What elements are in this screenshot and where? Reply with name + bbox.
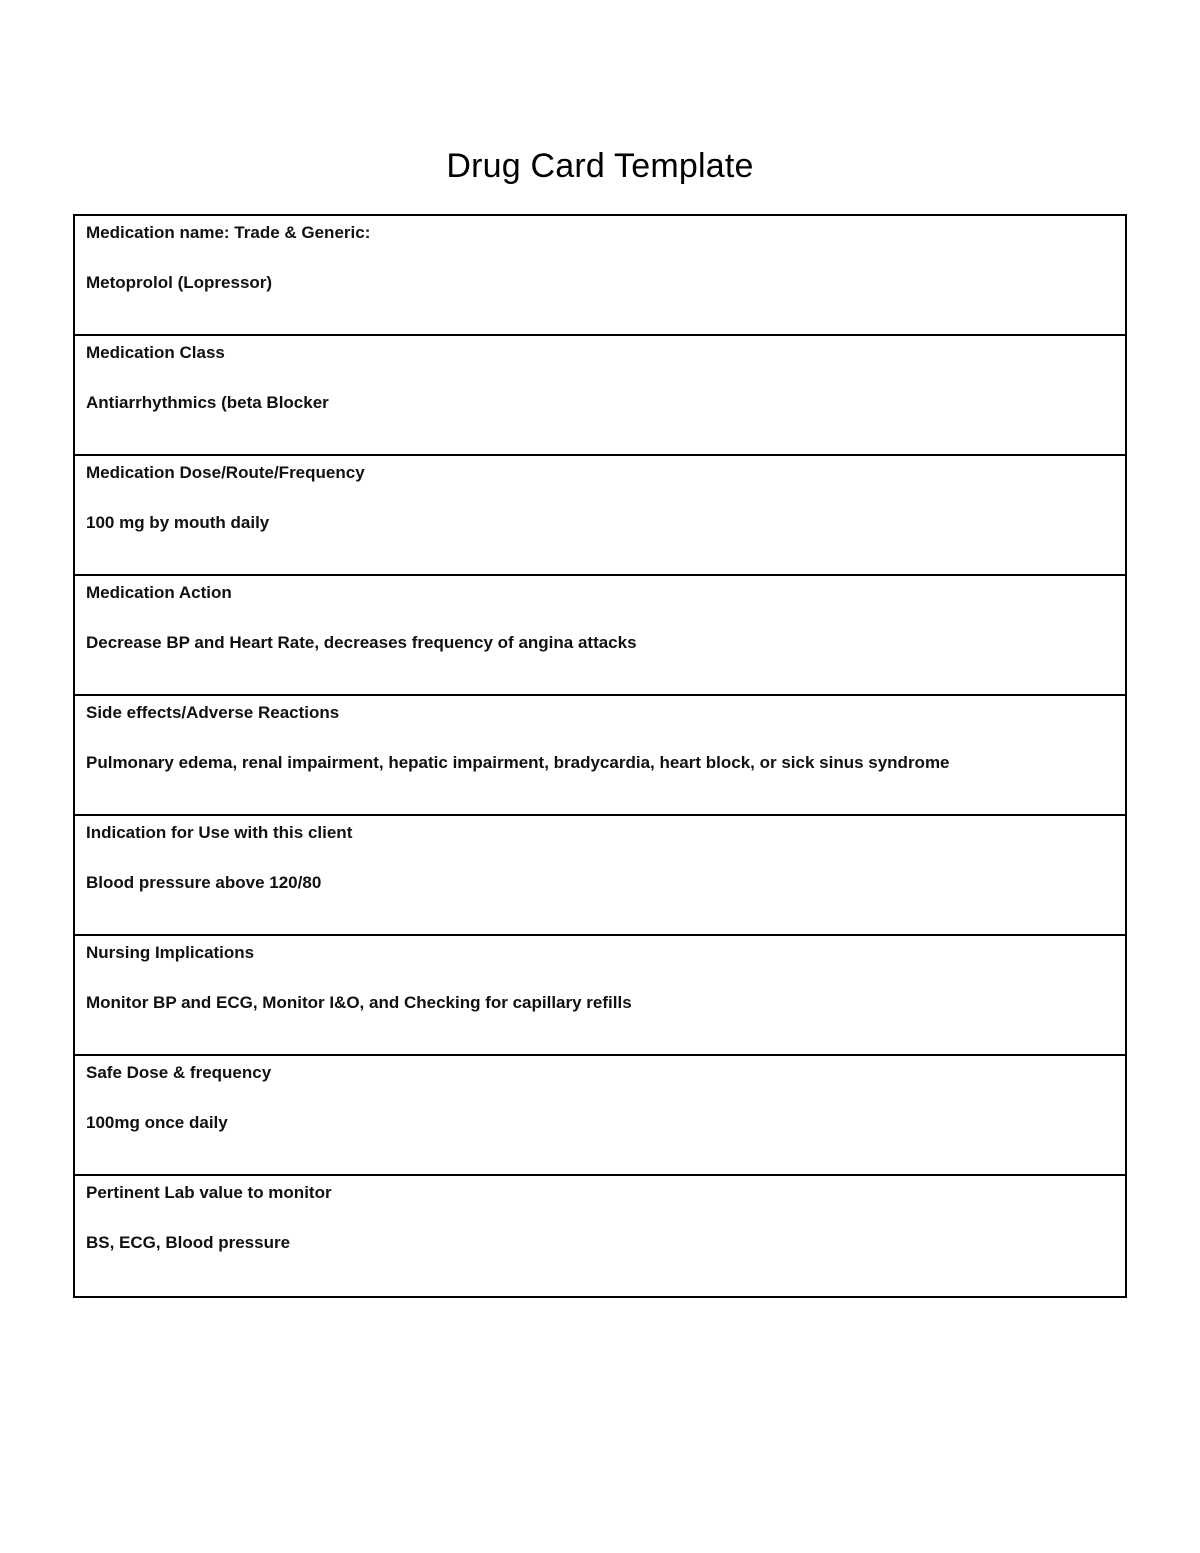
row-value: Blood pressure above 120/80 — [86, 873, 322, 892]
row-label: Side effects/Adverse Reactions — [86, 703, 340, 722]
row-label: Indication for Use with this client — [86, 823, 353, 842]
row-indication — [75, 816, 1125, 936]
row-dose-route-frequency — [75, 456, 1125, 576]
row-side-effects — [75, 696, 1125, 816]
row-label: Medication name: Trade & Generic: — [86, 223, 371, 242]
row-safe-dose — [75, 1056, 1125, 1176]
row-value: 100 mg by mouth daily — [86, 513, 270, 532]
row-label: Medication Action — [86, 583, 232, 602]
row-value: BS, ECG, Blood pressure — [86, 1233, 291, 1252]
row-value: Monitor BP and ECG, Monitor I&O, and Checking for capillary refills — [86, 993, 632, 1012]
row-label: Medication Class — [86, 343, 225, 362]
row-lab-values — [75, 1176, 1125, 1296]
row-label: Pertinent Lab value to monitor — [86, 1183, 332, 1202]
row-medication-class — [75, 336, 1125, 456]
row-medication-action — [75, 576, 1125, 696]
row-value: Metoprolol (Lopressor) — [86, 273, 273, 292]
row-value: 100mg once daily — [86, 1113, 228, 1132]
row-label: Nursing Implications — [86, 943, 255, 962]
row-medication-name — [75, 216, 1125, 336]
row-label: Medication Dose/Route/Frequency — [86, 463, 365, 482]
drug-card-table — [73, 214, 1127, 1298]
row-nursing-implications — [75, 936, 1125, 1056]
row-value: Decrease BP and Heart Rate, decreases frequency of angina attacks — [86, 633, 637, 652]
row-value: Antiarrhythmics (beta Blocker — [86, 393, 329, 412]
page-title: Drug Card Template — [446, 147, 754, 185]
row-value: Pulmonary edema, renal impairment, hepatic impairment, bradycardia, heart block, or sick sinus syndrome — [86, 753, 950, 772]
row-label: Safe Dose & frequency — [86, 1063, 272, 1082]
